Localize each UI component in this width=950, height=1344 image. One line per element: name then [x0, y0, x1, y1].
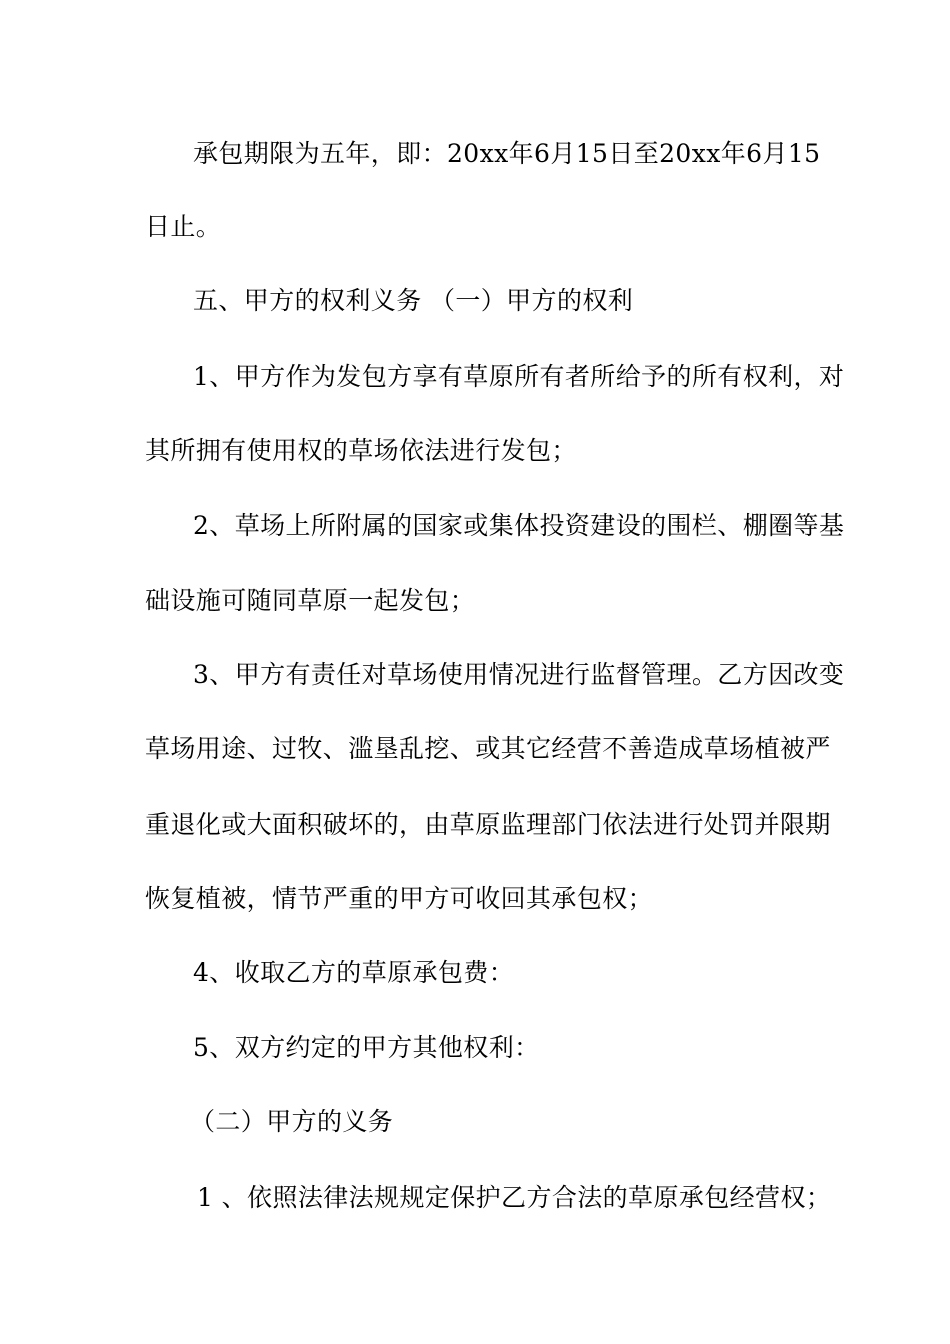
- right-item-2-line-2: 础设施可随同草原一起发包；: [145, 586, 476, 615]
- subsection-heading-party-a-obligations: （二）甲方的义务: [190, 1107, 394, 1136]
- right-item-1-line-2: 其所拥有使用权的草场依法进行发包；: [145, 436, 577, 465]
- right-item-3-line-3: 重退化或大面积破坏的，由草原监理部门依法进行处罚并限期: [145, 810, 831, 839]
- right-item-3-line-2: 草场用途、过牧、滥垦乱挖、或其它经营不善造成草场植被严: [145, 734, 831, 763]
- right-item-2-line-1: 2、草场上所附属的国家或集体投资建设的围栏、棚圈等基: [193, 511, 845, 540]
- paragraph-term-line-2: 日止。: [145, 212, 222, 241]
- right-item-3-line-4: 恢复植被，情节严重的甲方可收回其承包权；: [145, 884, 654, 913]
- obligation-item-1: 1 、依照法律法规规定保护乙方合法的草原承包经营权；: [197, 1183, 832, 1212]
- section-heading-party-a-rights: 五、甲方的权利义务 （一）甲方的权利: [193, 286, 634, 315]
- right-item-4: 4、收取乙方的草原承包费：: [193, 958, 515, 987]
- right-item-3-line-1: 3、甲方有责任对草场使用情况进行监督管理。乙方因改变: [193, 660, 845, 689]
- paragraph-term-line-1: 承包期限为五年，即：20xx年6月15日至20xx年6月15: [193, 139, 821, 168]
- right-item-5: 5、双方约定的甲方其他权利：: [193, 1033, 540, 1062]
- right-item-1-line-1: 1、甲方作为发包方享有草原所有者所给予的所有权利，对: [193, 362, 845, 391]
